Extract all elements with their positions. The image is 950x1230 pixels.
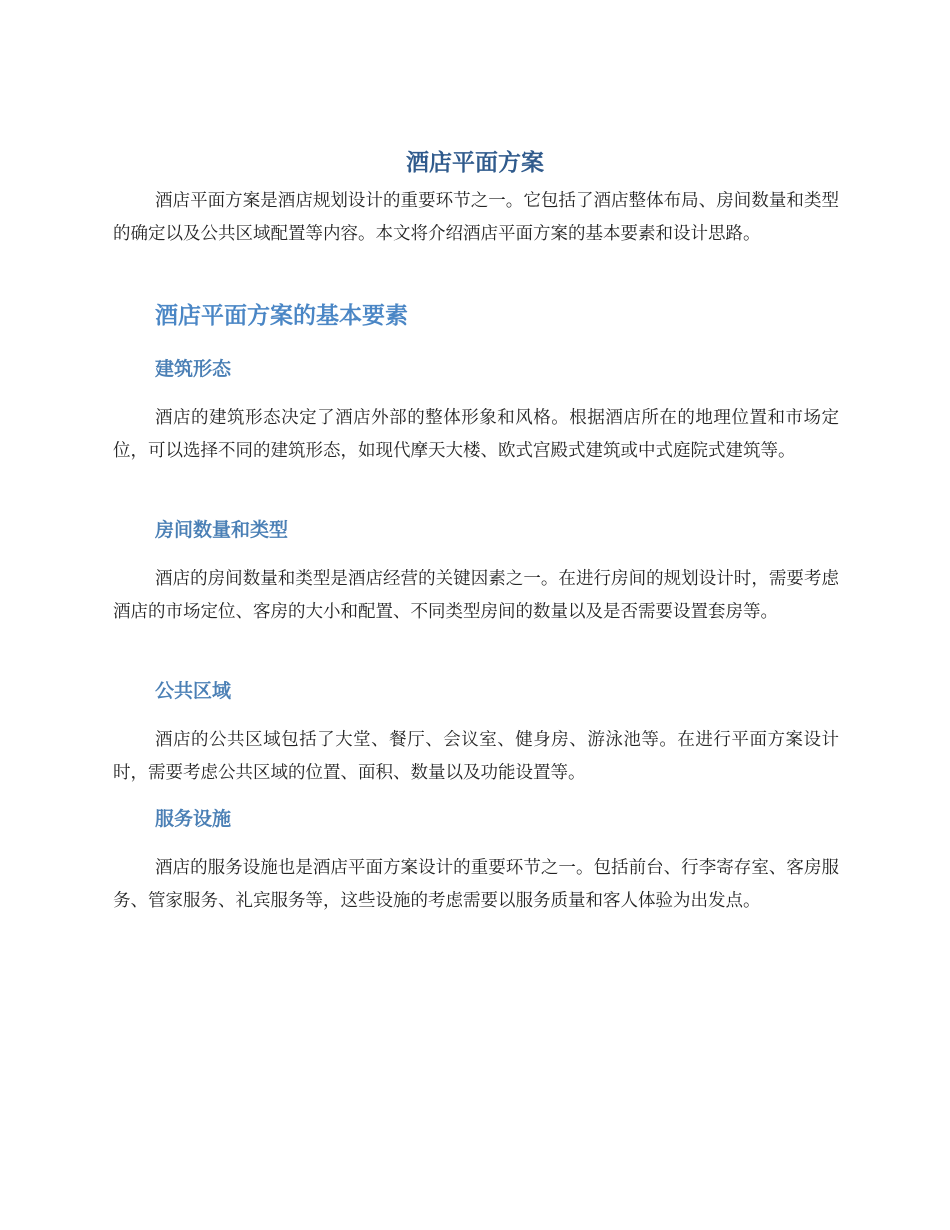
subsection-heading-architecture: 建筑形态: [155, 358, 232, 380]
section-heading: 酒店平面方案的基本要素: [155, 303, 408, 329]
subsection-heading-services: 服务设施: [155, 808, 232, 830]
document-title: 酒店平面方案: [406, 150, 544, 176]
subsection-body-services: 酒店的服务设施也是酒店平面方案设计的重要环节之一。包括前台、行李寄存室、客房服务、管家服务、礼宾服务等，这些设施的考虑需要以服务质量和客人体验为出发点。: [113, 858, 839, 911]
subsection-heading-rooms: 房间数量和类型: [155, 519, 289, 541]
subsection-body-rooms: 酒店的房间数量和类型是酒店经营的关键因素之一。在进行房间的规划设计时，需要考虑酒店的市场定位、客房的大小和配置、不同类型房间的数量以及是否需要设置套房等。: [113, 569, 839, 622]
intro-paragraph: 酒店平面方案是酒店规划设计的重要环节之一。它包括了酒店整体布局、房间数量和类型的确定以及公共区域配置等内容。本文将介绍酒店平面方案的基本要素和设计思路。: [113, 191, 839, 244]
subsection-body-public-areas: 酒店的公共区域包括了大堂、餐厅、会议室、健身房、游泳池等。在进行平面方案设计时，需要考虑公共区域的位置、面积、数量以及功能设置等。: [113, 730, 839, 783]
subsection-body-architecture: 酒店的建筑形态决定了酒店外部的整体形象和风格。根据酒店所在的地理位置和市场定位，可以选择不同的建筑形态，如现代摩天大楼、欧式宫殿式建筑或中式庭院式建筑等。: [113, 408, 839, 461]
subsection-heading-public-areas: 公共区域: [155, 680, 232, 702]
